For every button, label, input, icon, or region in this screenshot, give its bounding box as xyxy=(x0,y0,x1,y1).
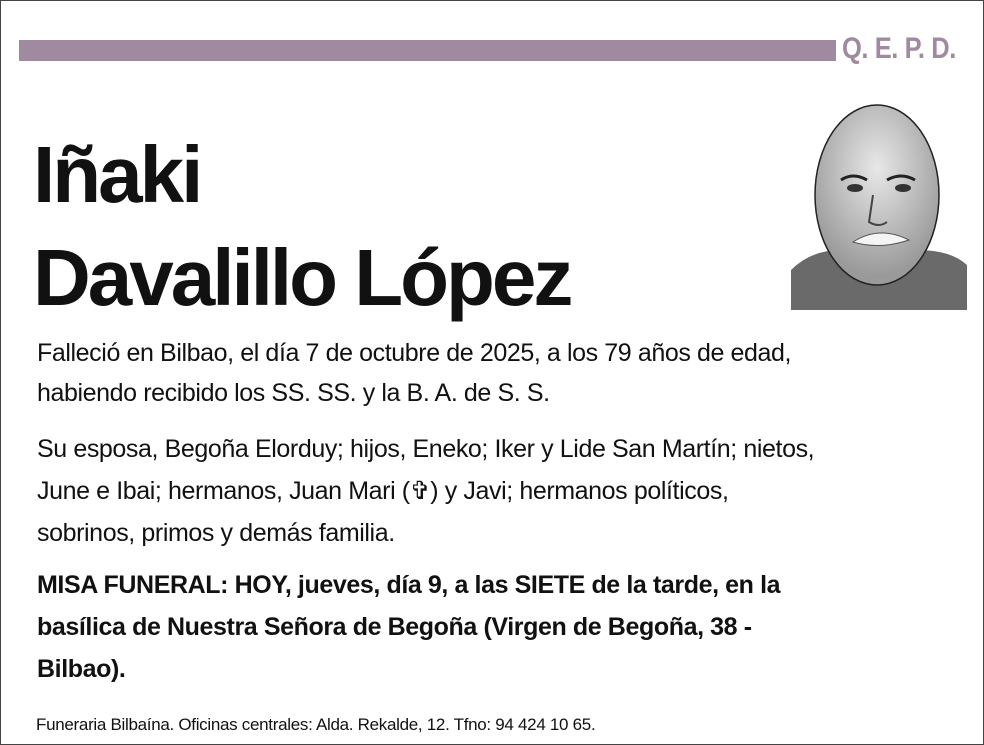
death-line-2: habiendo recibido los SS. SS. y la B. A. de S. S. xyxy=(37,379,550,407)
portrait-photo xyxy=(791,100,967,310)
last-name: Davalillo López xyxy=(33,233,571,322)
family-line-1: Su esposa, Begoña Elorduy; hijos, Eneko; Iker y Lide San Martín; nietos, xyxy=(37,435,815,463)
death-line-1: Falleció en Bilbao, el día 7 de octubre de 2025, a los 79 años de edad, xyxy=(37,339,792,367)
qepd-heading: Q. E. P. D. xyxy=(842,32,956,65)
header-bar xyxy=(19,40,836,61)
funeral-line-1: MISA FUNERAL: HOY, jueves, día 9, a las SIETE de la tarde, en la xyxy=(37,571,781,599)
funeral-line-2: basílica de Nuestra Señora de Begoña (Virgen de Begoña, 38 - xyxy=(37,613,752,641)
family-line-2: June e Ibai; hermanos, Juan Mari (✞) y Javi; hermanos políticos, xyxy=(37,477,729,505)
family-line-3: sobrinos, primos y demás familia. xyxy=(37,519,395,547)
funeral-home-footer: Funeraria Bilbaína. Oficinas centrales: Alda. Rekalde, 12. Tfno: 94 424 10 65. xyxy=(36,715,596,734)
first-name: Iñaki xyxy=(33,130,201,219)
funeral-line-3: Bilbao). xyxy=(37,655,126,683)
